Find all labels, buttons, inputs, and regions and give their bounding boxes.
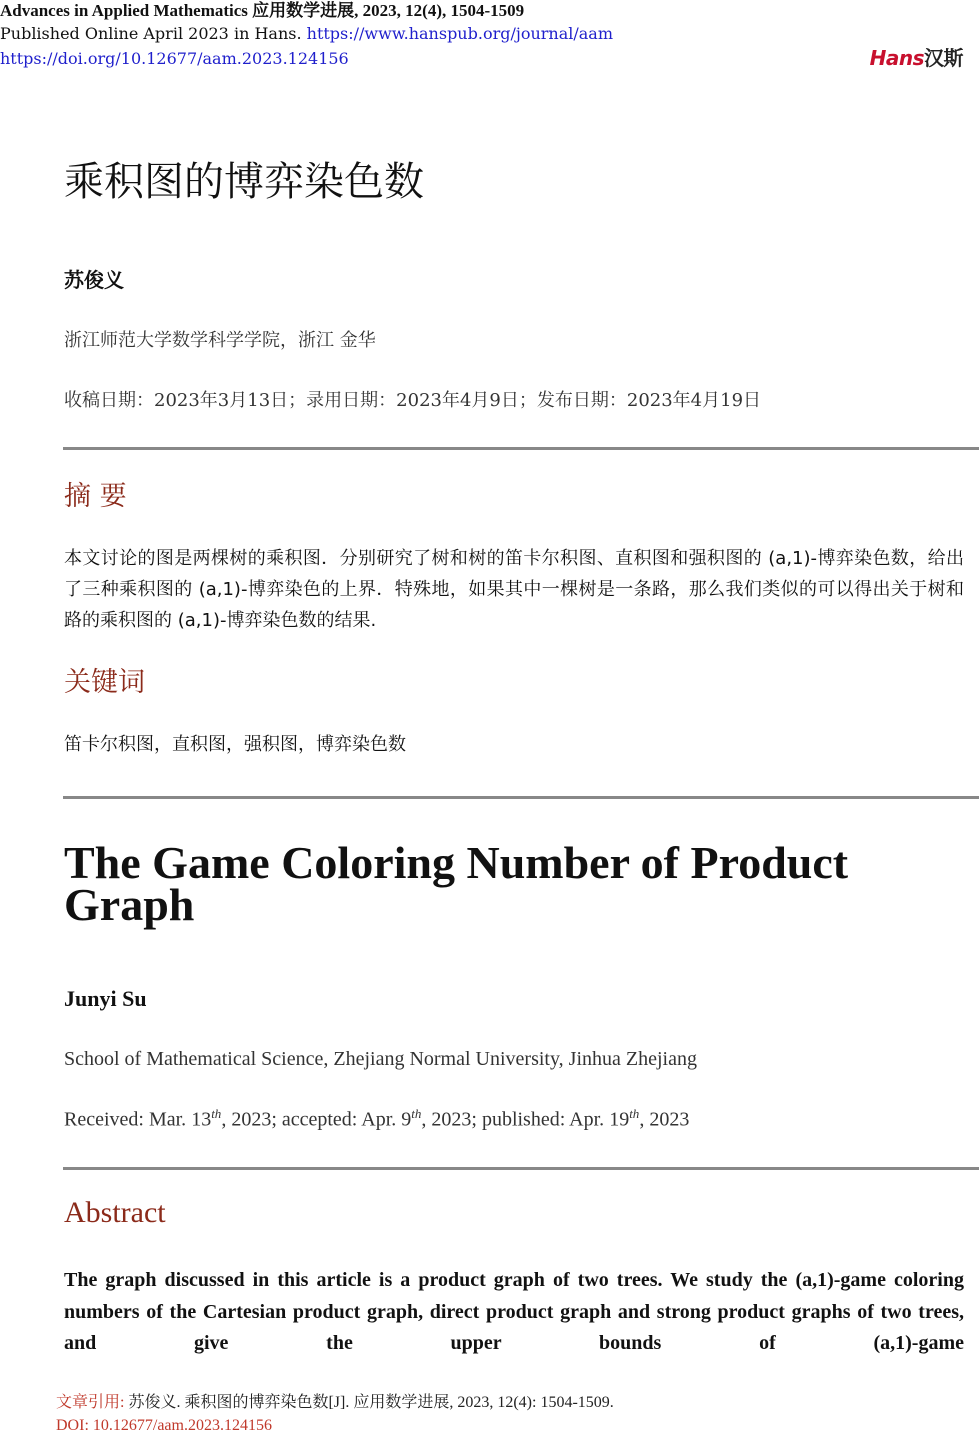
divider xyxy=(63,796,979,799)
divider xyxy=(63,447,979,450)
cn-author: 苏俊义 xyxy=(64,268,124,292)
published-line xyxy=(0,23,613,45)
doi-link[interactable]: https://doi.org/10.12677/aam.2023.124156 xyxy=(0,49,349,68)
en-dates: Received: Mar. 13th, 2023; accepted: Apr. 9th, 2023; published: Apr. 19th, 2023 xyxy=(64,1106,690,1131)
divider xyxy=(63,1167,979,1170)
citation-line xyxy=(56,1392,614,1414)
doi-line xyxy=(0,48,349,70)
cn-affiliation: 浙江师范大学数学科学学院，浙江 金华 xyxy=(64,330,376,351)
journal-line: Advances in Applied Mathematics 应用数学进展, 2023, 12(4), 1504-1509 xyxy=(0,1,525,20)
citation-label: 文章引用: xyxy=(56,1394,125,1411)
en-author: Junyi Su xyxy=(64,986,147,1011)
logo-cn: 汉斯 xyxy=(924,46,963,70)
citation-text: 苏俊义. 乘积图的博弈染色数[J]. 应用数学进展, 2023, 12(4): 1504-1509. xyxy=(128,1394,614,1411)
cn-keywords: 笛卡尔积图，直积图，强积图，博弈染色数 xyxy=(64,734,406,755)
journal-link[interactable]: https://www.hanspub.org/journal/aam xyxy=(306,24,613,43)
cn-keywords-heading: 关键词 xyxy=(64,667,145,698)
cn-dates: 收稿日期：2023年3月13日；录用日期：2023年4月9日；发布日期：2023年4月19日 xyxy=(64,390,762,411)
published-prefix: Published Online April 2023 in Hans. xyxy=(0,24,302,43)
cn-abstract-heading: 摘 要 xyxy=(64,481,127,512)
en-affiliation: School of Mathematical Science, Zhejiang Normal University, Jinhua Zhejiang xyxy=(64,1048,697,1070)
cn-title: 乘积图的博弈染色数 xyxy=(64,159,424,205)
cn-abstract: 本文讨论的图是两棵树的乘积图．分别研究了树和树的笛卡尔积图、直积图和强积图的 (a,1)-博弈染色数，给出了三种乘积图的 (a,1)-博弈染色的上界．特殊地，如果其中一棵树是一条路，那么我们类似的可以得出关于树和路的乘积图的 (a,1)-博弈染色数的结果. xyxy=(64,548,964,631)
en-abstract-heading: Abstract xyxy=(64,1196,166,1229)
hans-logo xyxy=(870,42,963,71)
en-title: The Game Coloring Number of Product Graph xyxy=(64,837,849,930)
footer-doi: DOI: 10.12677/aam.2023.124156 xyxy=(56,1417,272,1434)
en-abstract: The graph discussed in this article is a product graph of two trees. We study the (a,1)-game coloring numbers of the Cartesian product graph, direct product graph and strong product graphs of two trees, and give the upper bounds of (a,1)-game xyxy=(64,1269,964,1354)
logo-latin: Hans xyxy=(869,46,924,70)
